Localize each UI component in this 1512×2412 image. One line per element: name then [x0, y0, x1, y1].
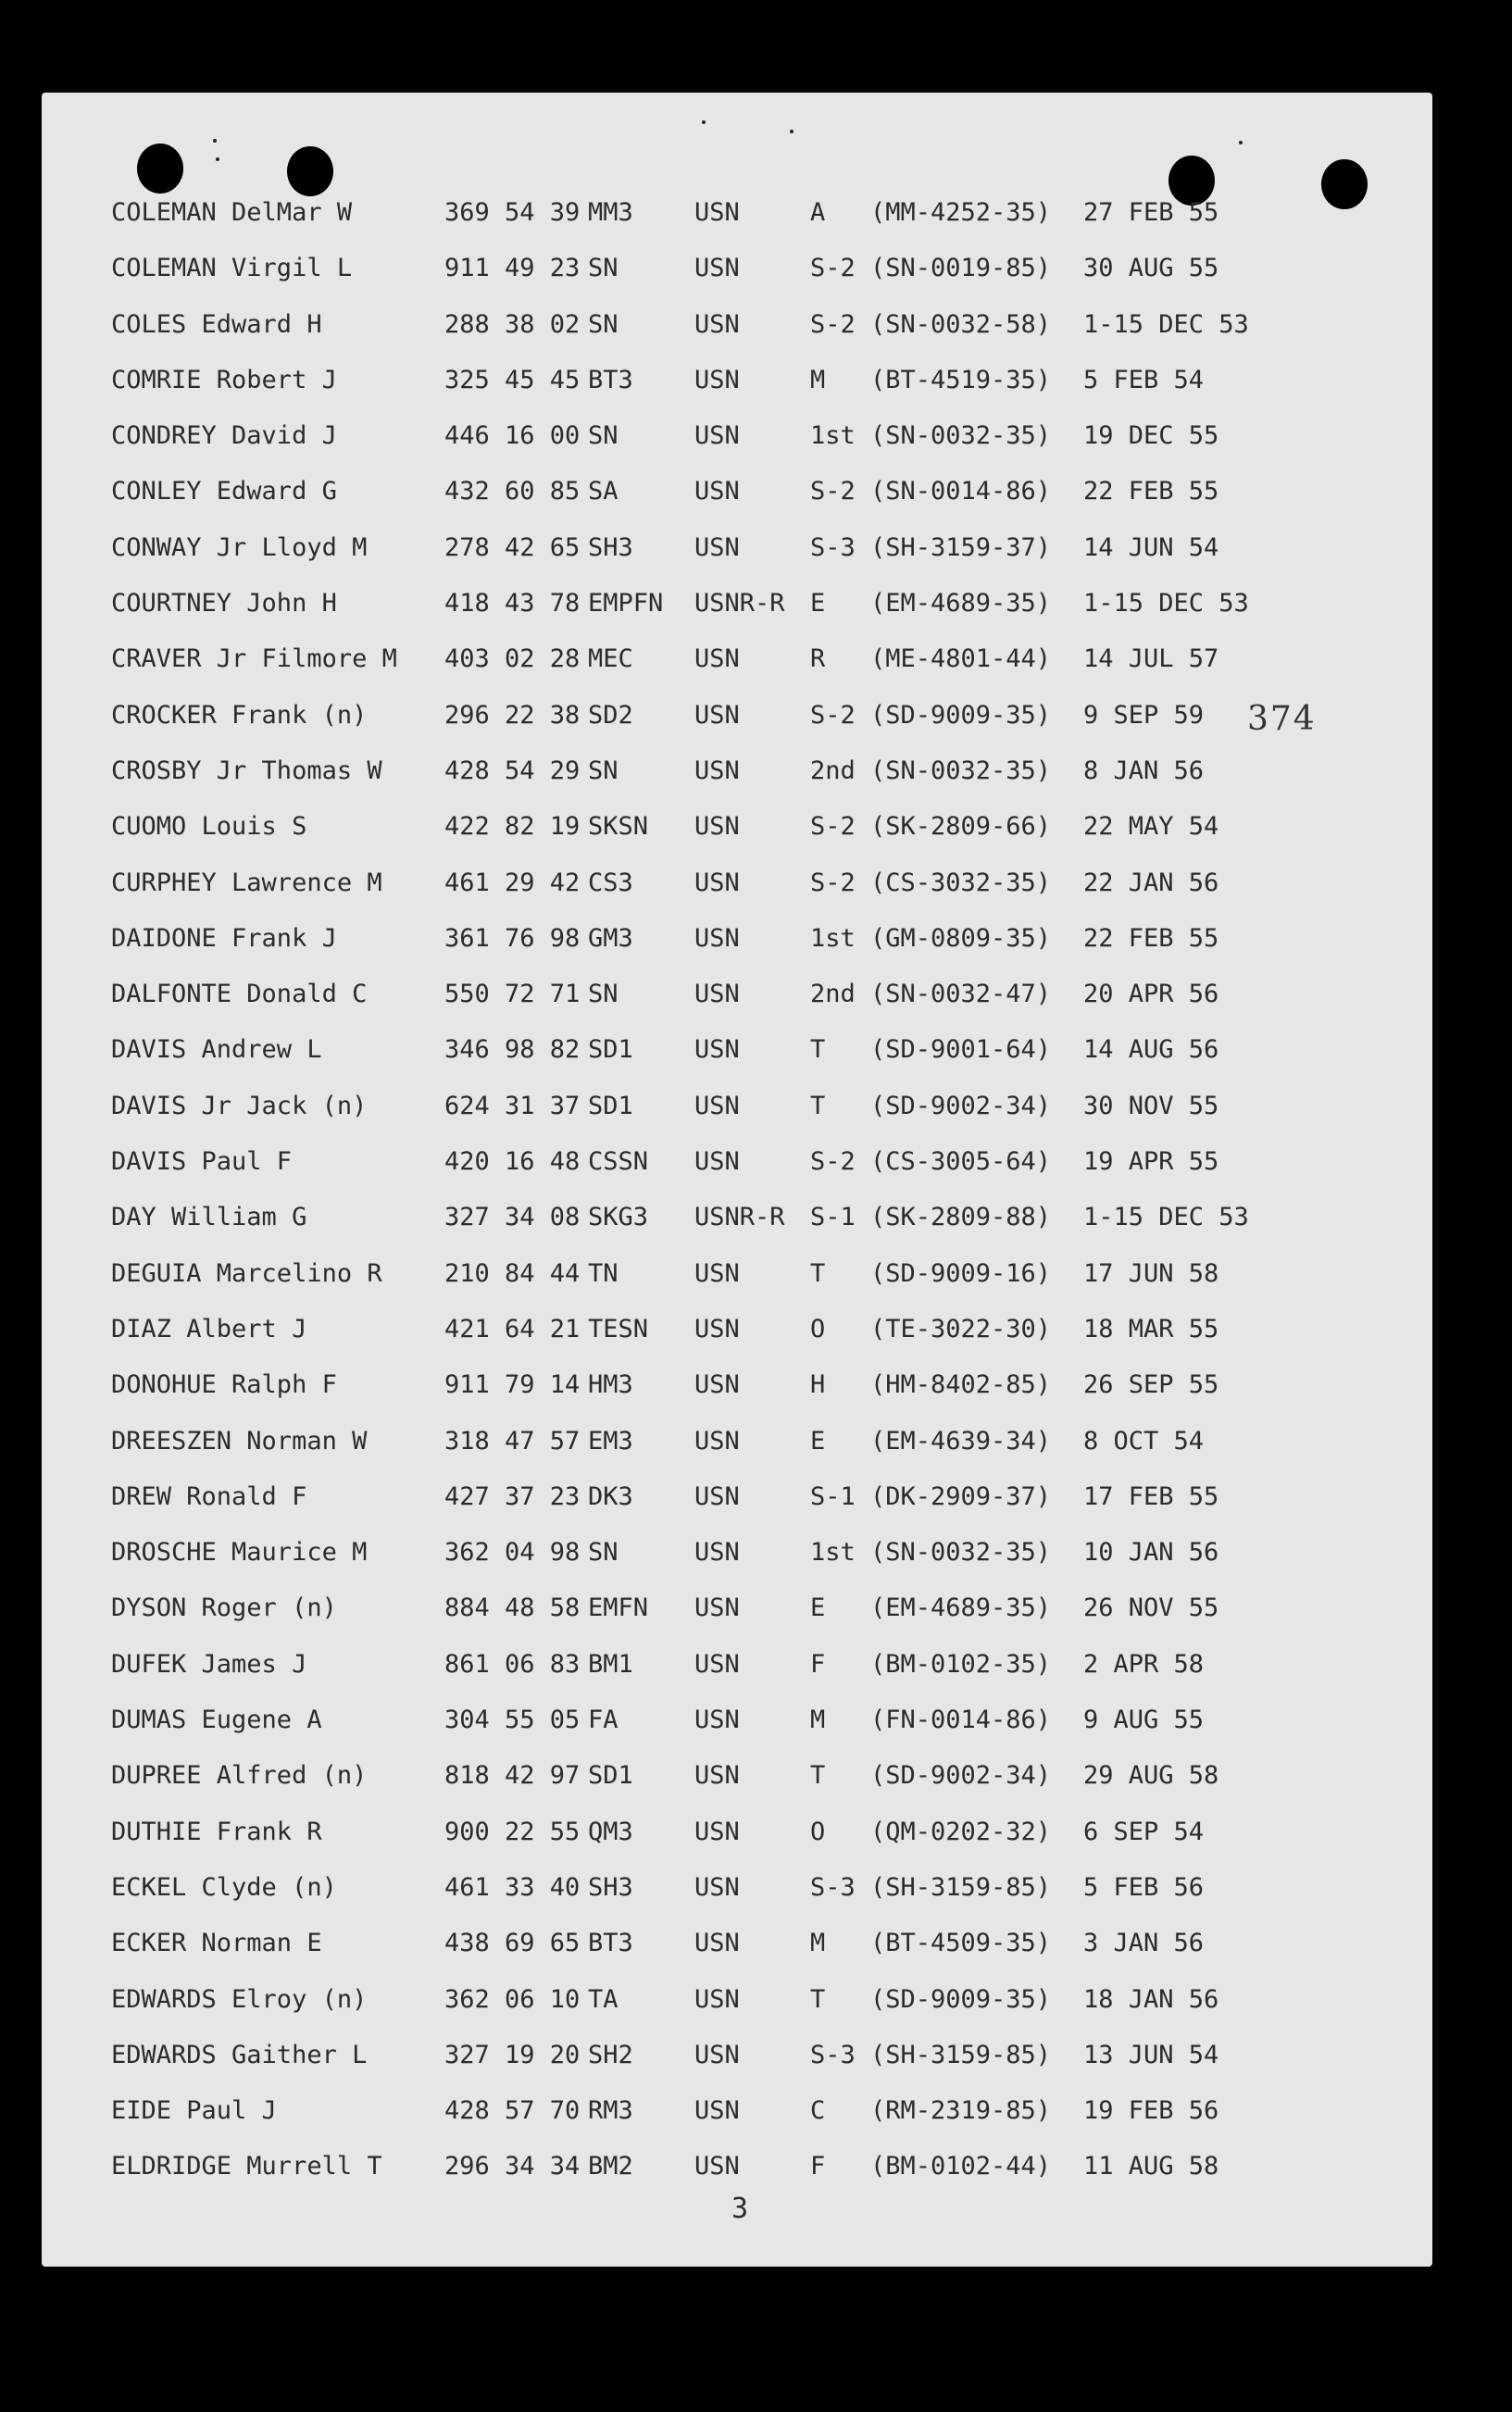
record-row [42, 408, 1432, 464]
record-row [42, 576, 1432, 631]
record-name: ECKER Norman E [111, 1929, 322, 1958]
record-row [42, 1469, 1432, 1525]
record-name: DUFEK James J [111, 1649, 307, 1679]
record-category: O [810, 1314, 826, 1343]
record-date: 22 JAN 56 [1083, 868, 1219, 897]
record-row [42, 241, 1432, 296]
record-component: USN [694, 421, 740, 451]
record-row [42, 1525, 1432, 1581]
record-category: S-1 [810, 1203, 856, 1232]
record-component: USN [694, 1984, 740, 2014]
record-row [42, 353, 1432, 408]
record-rate: SH3 [588, 1872, 633, 1902]
record-service-number: 911 79 14 [444, 1370, 581, 1400]
record-date: 8 OCT 54 [1083, 1426, 1205, 1456]
record-row [42, 1693, 1432, 1748]
record-category: M [810, 1929, 826, 1958]
record-service-number: 861 06 83 [444, 1649, 581, 1679]
record-component: USN [694, 1481, 740, 1511]
record-rate: MEC [588, 644, 633, 674]
record-row [42, 967, 1432, 1022]
record-code: (EM-4639-34) [870, 1426, 1052, 1456]
record-date: 1-15 DEC 53 [1083, 589, 1249, 619]
record-name: DAVIS Andrew L [111, 1035, 322, 1065]
record-category: T [810, 1761, 826, 1791]
record-service-number: 418 43 78 [444, 589, 581, 619]
record-component: USN [694, 1538, 740, 1568]
record-code: (SD-9009-16) [870, 1258, 1052, 1288]
record-code: (SN-0032-35) [870, 1538, 1052, 1568]
record-category: S-2 [810, 309, 856, 339]
record-name: COLEMAN DelMar W [111, 198, 353, 227]
record-code: (SH-3159-37) [870, 532, 1052, 562]
record-code: (EM-4689-35) [870, 1593, 1052, 1623]
record-service-number: 446 16 00 [444, 421, 581, 451]
record-rate: CSSN [588, 1147, 649, 1177]
record-code: (SN-0032-47) [870, 980, 1052, 1009]
record-name: DUMAS Eugene A [111, 1706, 322, 1735]
record-component: USN [694, 923, 740, 953]
record-row [42, 688, 1432, 744]
record-rate: HM3 [588, 1370, 633, 1400]
record-service-number: 461 33 40 [444, 1872, 581, 1902]
record-category: S-2 [810, 700, 856, 730]
record-code: (SD-9009-35) [870, 1984, 1052, 2014]
record-component: USN [694, 309, 740, 339]
record-rate: SN [588, 309, 619, 339]
record-code: (SN-0014-86) [870, 477, 1052, 506]
record-name: DROSCHE Maurice M [111, 1538, 368, 1568]
record-component: USN [694, 1929, 740, 1958]
record-component: USN [694, 756, 740, 785]
record-row [42, 1190, 1432, 1245]
record-name: CUOMO Louis S [111, 812, 307, 842]
record-code: (BM-0102-44) [870, 2152, 1052, 2181]
record-rate: SN [588, 756, 619, 785]
record-rate: FA [588, 1706, 619, 1735]
record-rate: DK3 [588, 1481, 633, 1511]
record-rate: BT3 [588, 1929, 633, 1958]
record-name: DAY William G [111, 1203, 307, 1232]
record-code: (FN-0014-86) [870, 1706, 1052, 1735]
record-service-number: 304 55 05 [444, 1706, 581, 1735]
record-rate: SA [588, 477, 619, 506]
record-code: (RM-2319-85) [870, 2096, 1052, 2126]
record-code: (TE-3022-30) [870, 1314, 1052, 1343]
record-row [42, 2083, 1432, 2139]
record-date: 13 JUN 54 [1083, 2040, 1219, 2069]
record-service-number: 403 02 28 [444, 644, 581, 674]
record-service-number: 427 37 23 [444, 1481, 581, 1511]
record-category: M [810, 1706, 826, 1735]
record-rate: SH2 [588, 2040, 633, 2069]
record-date: 17 FEB 55 [1083, 1481, 1219, 1511]
record-component: USN [694, 198, 740, 227]
record-rate: BM2 [588, 2152, 633, 2181]
record-name: DONOHUE Ralph F [111, 1370, 337, 1400]
record-category: H [810, 1370, 826, 1400]
record-date: 8 JAN 56 [1083, 756, 1205, 785]
record-category: C [810, 2096, 826, 2126]
record-name: COLES Edward H [111, 309, 322, 339]
record-rate: SD1 [588, 1761, 633, 1791]
record-rate: SD1 [588, 1091, 633, 1120]
record-rate: SKSN [588, 812, 649, 842]
record-name: CONWAY Jr Lloyd M [111, 532, 368, 562]
record-row [42, 1246, 1432, 1302]
record-date: 3 JAN 56 [1083, 1929, 1205, 1958]
record-component: USN [694, 1649, 740, 1679]
speck [213, 139, 217, 143]
record-row [42, 1022, 1432, 1078]
record-name: DUPREE Alfred (n) [111, 1761, 368, 1791]
record-code: (CS-3032-35) [870, 868, 1052, 897]
record-code: (BM-0102-35) [870, 1649, 1052, 1679]
record-date: 26 NOV 55 [1083, 1593, 1219, 1623]
record-component: USN [694, 644, 740, 674]
record-rate: QM3 [588, 1817, 633, 1846]
record-name: CURPHEY Lawrence M [111, 868, 382, 897]
record-component: USN [694, 868, 740, 897]
record-category: T [810, 1091, 826, 1120]
record-name: CRAVER Jr Filmore M [111, 644, 397, 674]
record-service-number: 438 69 65 [444, 1929, 581, 1958]
record-rate: RM3 [588, 2096, 633, 2126]
record-component: USN [694, 700, 740, 730]
record-date: 26 SEP 55 [1083, 1370, 1219, 1400]
record-date: 19 APR 55 [1083, 1147, 1219, 1177]
record-service-number: 362 04 98 [444, 1538, 581, 1568]
record-code: (BT-4519-35) [870, 365, 1052, 394]
record-name: DREESZEN Norman W [111, 1426, 368, 1456]
record-code: (ME-4801-44) [870, 644, 1052, 674]
record-category: O [810, 1817, 826, 1846]
record-category: S-3 [810, 2040, 856, 2069]
record-service-number: 278 42 65 [444, 532, 581, 562]
record-name: COLEMAN Virgil L [111, 254, 353, 283]
document-page [42, 93, 1432, 2267]
record-date: 14 JUL 57 [1083, 644, 1219, 674]
record-name: CROCKER Frank (n) [111, 700, 368, 730]
record-name: DREW Ronald F [111, 1481, 307, 1511]
record-rate: CS3 [588, 868, 633, 897]
record-date: 11 AUG 58 [1083, 2152, 1219, 2181]
record-date: 27 FEB 55 [1083, 198, 1219, 227]
record-rate: SD2 [588, 700, 633, 730]
record-service-number: 296 34 34 [444, 2152, 581, 2181]
record-service-number: 327 34 08 [444, 1203, 581, 1232]
record-row [42, 631, 1432, 687]
record-service-number: 428 57 70 [444, 2096, 581, 2126]
speck [1239, 141, 1243, 144]
page-number: 3 [731, 2193, 749, 2225]
speck [702, 120, 706, 124]
roster-list [42, 185, 1432, 2195]
record-component: USN [694, 1761, 740, 1791]
record-category: 2nd [810, 980, 856, 1009]
record-category: 1st [810, 923, 856, 953]
record-rate: SN [588, 980, 619, 1009]
record-name: DAVIS Jr Jack (n) [111, 1091, 368, 1120]
record-rate: SN [588, 254, 619, 283]
record-service-number: 325 45 45 [444, 365, 581, 394]
record-date: 22 FEB 55 [1083, 923, 1219, 953]
record-category: E [810, 1426, 826, 1456]
record-category: S-2 [810, 1147, 856, 1177]
record-name: DUTHIE Frank R [111, 1817, 322, 1846]
record-category: E [810, 589, 826, 619]
record-name: DEGUIA Marcelino R [111, 1258, 382, 1288]
record-component: USN [694, 1593, 740, 1623]
record-code: (QM-0202-32) [870, 1817, 1052, 1846]
record-component: USN [694, 1314, 740, 1343]
record-name: DAIDONE Frank J [111, 923, 337, 953]
record-service-number: 327 19 20 [444, 2040, 581, 2069]
record-row [42, 1972, 1432, 2028]
record-category: A [810, 198, 826, 227]
record-code: (SD-9002-34) [870, 1091, 1052, 1120]
record-row [42, 1134, 1432, 1190]
record-service-number: 884 48 58 [444, 1593, 581, 1623]
record-service-number: 346 98 82 [444, 1035, 581, 1065]
record-date: 22 FEB 55 [1083, 477, 1219, 506]
record-row [42, 1748, 1432, 1804]
record-date: 18 JAN 56 [1083, 1984, 1219, 2014]
record-component: USN [694, 1872, 740, 1902]
record-rate: SD1 [588, 1035, 633, 1065]
record-date: 20 APR 56 [1083, 980, 1219, 1009]
record-rate: SKG3 [588, 1203, 649, 1232]
record-date: 30 AUG 55 [1083, 254, 1219, 283]
record-category: E [810, 1593, 826, 1623]
record-service-number: 369 54 39 [444, 198, 581, 227]
record-rate: EMFN [588, 1593, 649, 1623]
record-date: 6 SEP 54 [1083, 1817, 1205, 1846]
record-category: T [810, 1035, 826, 1065]
record-service-number: 550 72 71 [444, 980, 581, 1009]
record-service-number: 288 38 02 [444, 309, 581, 339]
record-date: 5 FEB 54 [1083, 365, 1205, 394]
record-name: CONLEY Edward G [111, 477, 337, 506]
record-rate: TA [588, 1984, 619, 2014]
record-category: 1st [810, 421, 856, 451]
record-date: 29 AUG 58 [1083, 1761, 1219, 1791]
record-row [42, 1860, 1432, 1916]
record-row [42, 856, 1432, 911]
record-row [42, 185, 1432, 241]
record-rate: BT3 [588, 365, 633, 394]
record-category: S-2 [810, 812, 856, 842]
record-date: 22 MAY 54 [1083, 812, 1219, 842]
record-code: (SD-9001-64) [870, 1035, 1052, 1065]
record-row [42, 1916, 1432, 1971]
record-service-number: 624 31 37 [444, 1091, 581, 1120]
record-component: USN [694, 1147, 740, 1177]
record-service-number: 361 76 98 [444, 923, 581, 953]
record-rate: EM3 [588, 1426, 633, 1456]
record-component: USN [694, 1426, 740, 1456]
speck [790, 130, 793, 133]
record-service-number: 461 29 42 [444, 868, 581, 897]
record-name: DALFONTE Donald C [111, 980, 368, 1009]
record-service-number: 210 84 44 [444, 1258, 581, 1288]
record-category: 2nd [810, 756, 856, 785]
record-code: (SN-0019-85) [870, 254, 1052, 283]
record-component: USN [694, 1817, 740, 1846]
record-category: T [810, 1258, 826, 1288]
record-code: (SN-0032-35) [870, 756, 1052, 785]
record-service-number: 818 42 97 [444, 1761, 581, 1791]
record-name: DIAZ Albert J [111, 1314, 307, 1343]
record-service-number: 422 82 19 [444, 812, 581, 842]
record-name: CONDREY David J [111, 421, 337, 451]
record-name: COMRIE Robert J [111, 365, 337, 394]
record-row [42, 297, 1432, 353]
record-code: (SK-2809-66) [870, 812, 1052, 842]
record-rate: EMPFN [588, 589, 664, 619]
record-code: (SH-3159-85) [870, 2040, 1052, 2069]
record-date: 1-15 DEC 53 [1083, 309, 1249, 339]
record-name: DAVIS Paul F [111, 1147, 293, 1177]
record-row [42, 520, 1432, 576]
record-row [42, 1079, 1432, 1134]
record-category: T [810, 1984, 826, 2014]
side-number: 374 [1247, 700, 1317, 738]
record-component: USN [694, 1091, 740, 1120]
record-category: S-1 [810, 1481, 856, 1511]
record-row [42, 1357, 1432, 1413]
record-rate: TESN [588, 1314, 649, 1343]
record-rate: SH3 [588, 532, 633, 562]
record-component: USN [694, 254, 740, 283]
record-row [42, 464, 1432, 519]
record-code: (SN-0032-35) [870, 421, 1052, 451]
record-row [42, 1637, 1432, 1693]
record-service-number: 420 16 48 [444, 1147, 581, 1177]
record-component: USN [694, 980, 740, 1009]
record-date: 30 NOV 55 [1083, 1091, 1219, 1120]
record-row [42, 799, 1432, 855]
record-category: S-2 [810, 477, 856, 506]
record-row [42, 1414, 1432, 1469]
record-component: USN [694, 2152, 740, 2181]
record-code: (CS-3005-64) [870, 1147, 1052, 1177]
record-rate: GM3 [588, 923, 633, 953]
record-service-number: 421 64 21 [444, 1314, 581, 1343]
record-category: S-2 [810, 868, 856, 897]
record-component: USN [694, 2040, 740, 2069]
record-name: EIDE Paul J [111, 2096, 277, 2126]
record-date: 1-15 DEC 53 [1083, 1203, 1249, 1232]
record-date: 19 DEC 55 [1083, 421, 1219, 451]
record-code: (MM-4252-35) [870, 198, 1052, 227]
record-code: (HM-8402-85) [870, 1370, 1052, 1400]
record-category: S-2 [810, 254, 856, 283]
record-date: 2 APR 58 [1083, 1649, 1205, 1679]
record-rate: BM1 [588, 1649, 633, 1679]
record-row [42, 2028, 1432, 2083]
record-category: F [810, 1649, 826, 1679]
record-name: CROSBY Jr Thomas W [111, 756, 382, 785]
record-service-number: 911 49 23 [444, 254, 581, 283]
record-name: EDWARDS Gaither L [111, 2040, 368, 2069]
record-code: (SH-3159-85) [870, 1872, 1052, 1902]
record-service-number: 428 54 29 [444, 756, 581, 785]
record-component: USN [694, 1258, 740, 1288]
record-component: USN [694, 1370, 740, 1400]
record-rate: TN [588, 1258, 619, 1288]
record-code: (DK-2909-37) [870, 1481, 1052, 1511]
record-category: F [810, 2152, 826, 2181]
record-rate: MM3 [588, 198, 633, 227]
record-date: 9 SEP 59 [1083, 700, 1205, 730]
record-code: (GM-0809-35) [870, 923, 1052, 953]
record-component: USN [694, 1706, 740, 1735]
record-date: 19 FEB 56 [1083, 2096, 1219, 2126]
record-component: USN [694, 1035, 740, 1065]
record-service-number: 318 47 57 [444, 1426, 581, 1456]
record-row [42, 1302, 1432, 1357]
record-code: (EM-4689-35) [870, 589, 1052, 619]
record-name: ECKEL Clyde (n) [111, 1872, 337, 1902]
record-date: 14 AUG 56 [1083, 1035, 1219, 1065]
record-code: (BT-4509-35) [870, 1929, 1052, 1958]
record-name: COURTNEY John H [111, 589, 337, 619]
record-date: 18 MAR 55 [1083, 1314, 1219, 1343]
record-row [42, 2139, 1432, 2194]
record-code: (SK-2809-88) [870, 1203, 1052, 1232]
record-service-number: 362 06 10 [444, 1984, 581, 2014]
record-category: 1st [810, 1538, 856, 1568]
record-component: USN [694, 477, 740, 506]
record-date: 9 AUG 55 [1083, 1706, 1205, 1735]
record-date: 10 JAN 56 [1083, 1538, 1219, 1568]
record-code: (SD-9009-35) [870, 700, 1052, 730]
record-category: S-3 [810, 532, 856, 562]
record-name: EDWARDS Elroy (n) [111, 1984, 368, 2014]
record-component: USNR-R [694, 1203, 785, 1232]
record-category: M [810, 365, 826, 394]
record-category: R [810, 644, 826, 674]
record-row [42, 744, 1432, 799]
record-date: 5 FEB 56 [1083, 1872, 1205, 1902]
speck [216, 157, 219, 161]
record-name: ELDRIDGE Murrell T [111, 2152, 382, 2181]
record-rate: SN [588, 421, 619, 451]
record-rate: SN [588, 1538, 619, 1568]
record-code: (SN-0032-58) [870, 309, 1052, 339]
record-code: (SD-9002-34) [870, 1761, 1052, 1791]
record-row [42, 911, 1432, 967]
record-service-number: 900 22 55 [444, 1817, 581, 1846]
record-component: USNR-R [694, 589, 785, 619]
record-category: S-3 [810, 1872, 856, 1902]
record-date: 14 JUN 54 [1083, 532, 1219, 562]
record-service-number: 432 60 85 [444, 477, 581, 506]
record-component: USN [694, 365, 740, 394]
record-row [42, 1805, 1432, 1860]
record-service-number: 296 22 38 [444, 700, 581, 730]
record-name: DYSON Roger (n) [111, 1593, 337, 1623]
record-date: 17 JUN 58 [1083, 1258, 1219, 1288]
record-row [42, 1581, 1432, 1636]
record-component: USN [694, 2096, 740, 2126]
record-component: USN [694, 812, 740, 842]
record-component: USN [694, 532, 740, 562]
